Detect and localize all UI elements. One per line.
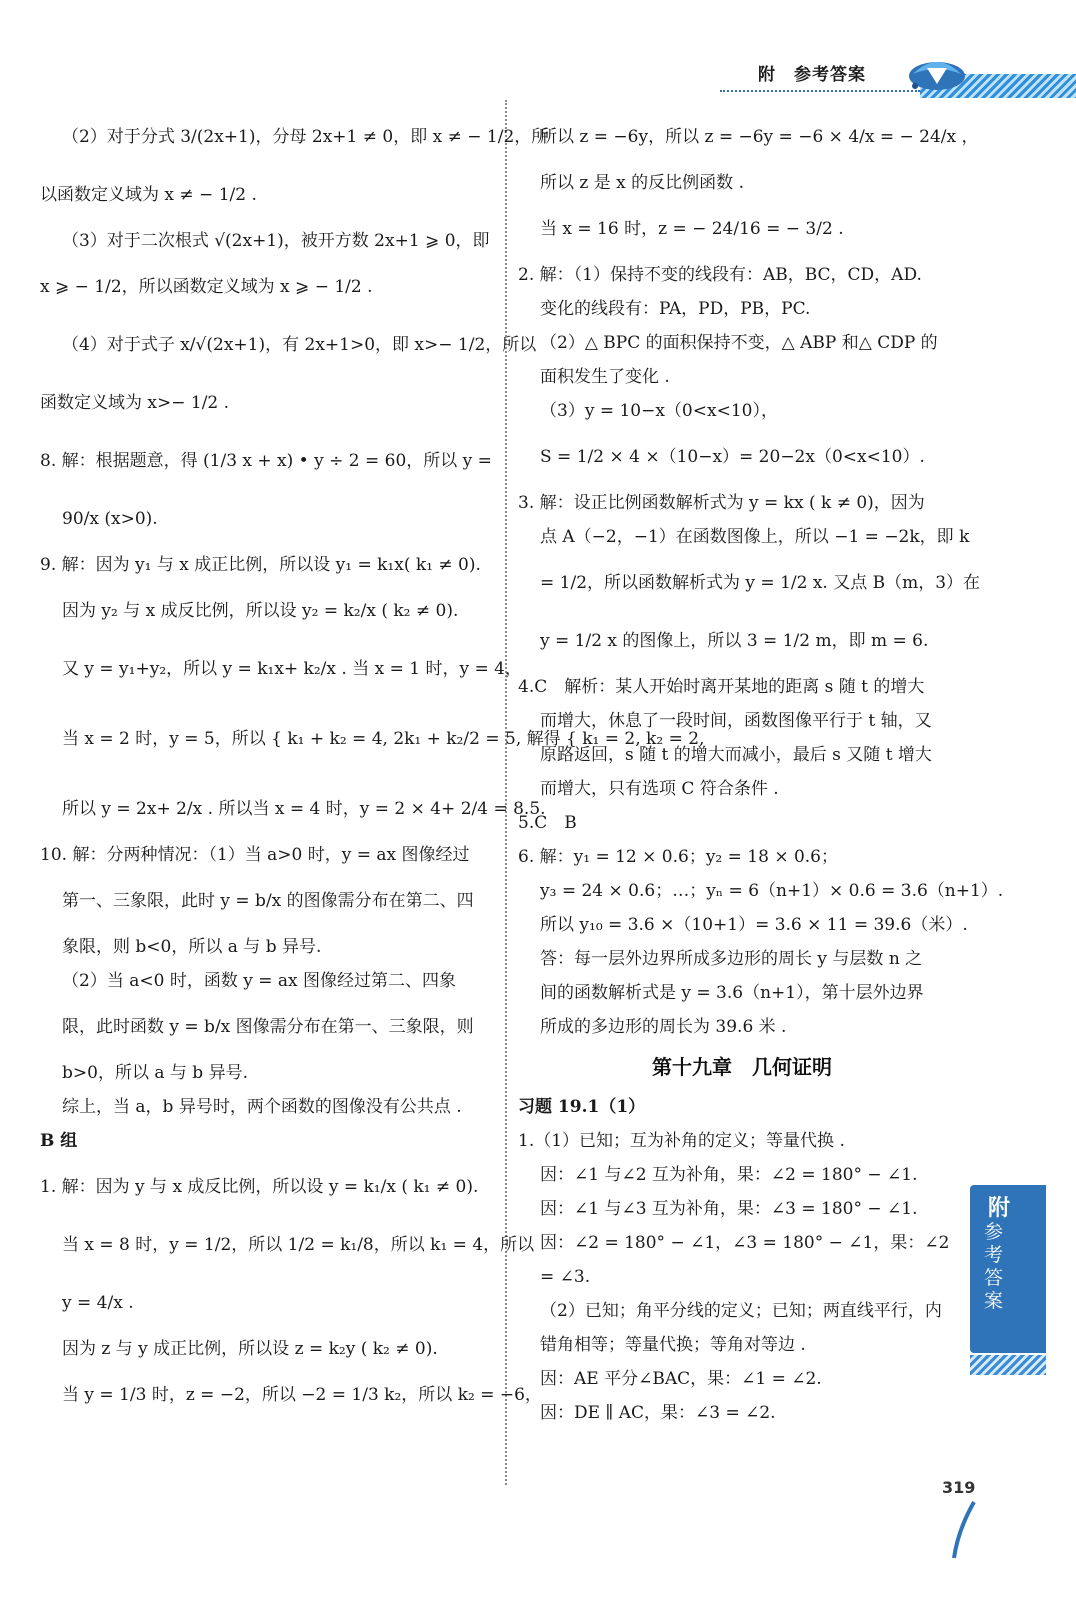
text-line: 第一、三象限，此时 y = b/x 的图像需分布在第二、四 (62, 891, 474, 911)
text-line: 因为 y₂ 与 x 成反比例，所以设 y₂ = k₂/x ( k₂ ≠ 0). (62, 601, 459, 621)
header-title: 附 参考答案 (758, 65, 866, 85)
header-dotted-rule (720, 90, 920, 92)
text-line: （3）对于二次根式 √(2x+1)，被开方数 2x+1 ⩾ 0，即 (62, 231, 490, 251)
text-line: 3. 解：设正比例函数解析式为 y = kx ( k ≠ 0)，因为 (518, 493, 925, 513)
text-line: = ∠3. (540, 1267, 591, 1287)
header-emblem-icon (905, 54, 969, 94)
text-line: 点 A（−2，−1）在函数图像上，所以 −1 = −2k，即 k (540, 527, 970, 547)
text-line: 5.C B (518, 813, 577, 833)
text-line: 以函数定义域为 x ≠ − 1/2 . (40, 185, 257, 205)
text-line: 所以 y = 2x+ 2/x . 所以当 x = 4 时，y = 2 × 4+ 2/4 = 8.5. (62, 799, 546, 819)
text-line: 因：DE ∥ AC，果：∠3 = ∠2. (540, 1403, 776, 1423)
text-line: 因：AE 平分∠BAC，果：∠1 = ∠2. (540, 1369, 822, 1389)
text-line: （2）对于分式 3/(2x+1)，分母 2x+1 ≠ 0，即 x ≠ − 1/2，所 (62, 127, 549, 147)
text-line: 答：每一层外边界所成多边形的周长 y 与层数 n 之 (540, 949, 923, 969)
text-line: 所成的多边形的周长为 39.6 米 . (540, 1017, 787, 1037)
text-line: x ⩾ − 1/2，所以函数定义域为 x ⩾ − 1/2 . (40, 277, 373, 297)
appendix-side-tab (970, 1185, 1046, 1353)
text-line: 而增大，只有选项 C 符合条件 . (540, 779, 779, 799)
text-line: B 组 (40, 1131, 78, 1151)
page-header (720, 52, 1076, 104)
text-line: 90/x (x>0). (62, 509, 158, 529)
text-line: （4）对于式子 x/√(2x+1)，有 2x+1>0，即 x>− 1/2，所以 (62, 335, 537, 355)
text-line: 函数定义域为 x>− 1/2 . (40, 393, 230, 413)
page-swoosh-icon (950, 1500, 980, 1560)
text-line: 所以 z 是 x 的反比例函数 . (540, 173, 744, 193)
text-line: 限，此时函数 y = b/x 图像需分布在第一、三象限，则 (62, 1017, 474, 1037)
text-line: 而增大，休息了一段时间，函数图像平行于 t 轴，又 (540, 711, 932, 731)
side-tab-label-top: 附 (988, 1196, 1011, 1221)
text-line: 2. 解：（1）保持不变的线段有：AB，BC，CD，AD. (518, 265, 922, 285)
text-line: y = 1/2 x 的图像上，所以 3 = 1/2 m，即 m = 6. (540, 631, 929, 651)
text-line: y = 4/x . (62, 1293, 134, 1313)
text-line: 9. 解：因为 y₁ 与 x 成正比例，所以设 y₁ = k₁x( k₁ ≠ 0). (40, 555, 481, 575)
text-line: y₃ = 24 × 0.6；…；yₙ = 6（n+1）× 0.6 = 3.6（n+1）. (540, 881, 1004, 901)
text-line: 4.C 解析：某人开始时离开某地的距离 s 随 t 的增大 (518, 677, 925, 697)
text-line: 间的函数解析式是 y = 3.6（n+1），第十层外边界 (540, 983, 924, 1003)
text-line: 10. 解：分两种情况：（1）当 a>0 时，y = ax 图像经过 (40, 845, 470, 865)
text-line: 象限，则 b<0，所以 a 与 b 异号. (62, 937, 322, 957)
text-line: 6. 解：y₁ = 12 × 0.6；y₂ = 18 × 0.6； (518, 847, 839, 867)
text-line: 8. 解：根据题意，得 (1/3 x + x) • y ÷ 2 = 60，所以 y = (40, 451, 492, 471)
text-line: 1.（1）已知；互为补角的定义；等量代换 . (518, 1131, 845, 1151)
text-line: = 1/2，所以函数解析式为 y = 1/2 x. 又点 B（m，3）在 (540, 573, 981, 593)
text-line: （2）当 a<0 时，函数 y = ax 图像经过第二、四象 (62, 971, 457, 991)
text-line: 当 y = 1/3 时，z = −2，所以 −2 = 1/3 k₂，所以 k₂ = −6， (62, 1385, 542, 1405)
text-line: 因：∠1 与∠3 互为补角，果：∠3 = 180° − ∠1. (540, 1199, 918, 1219)
text-line: b>0，所以 a 与 b 异号. (62, 1063, 248, 1083)
text-line: 当 x = 8 时，y = 1/2，所以 1/2 = k₁/8，所以 k₁ = 4，所以 (62, 1235, 535, 1255)
text-line: 习题 19.1（1） (518, 1097, 646, 1117)
text-line: S = 1/2 × 4 ×（10−x）= 20−2x（0<x<10）. (540, 447, 925, 467)
text-line: 当 x = 16 时，z = − 24/16 = − 3/2 . (540, 219, 844, 239)
text-line: 综上，当 a，b 异号时，两个函数的图像没有公共点 . (62, 1097, 462, 1117)
text-line: （2）已知；角平分线的定义；已知；两直线平行，内 (540, 1301, 942, 1321)
text-line: 原路返回，s 随 t 的增大而减小，最后 s 又随 t 增大 (540, 745, 932, 765)
text-line: 因：∠2 = 180° − ∠1，∠3 = 180° − ∠1，果：∠2 (540, 1233, 950, 1253)
text-line: 所以 z = −6y，所以 z = −6y = −6 × 4/x = − 24/x ， (540, 127, 979, 147)
side-tab-label-bottom: 参考答案 (984, 1221, 1004, 1312)
text-line: 当 x = 2 时，y = 5，所以 { k₁ + k₂ = 4, 2k₁ + k₂/2 = 5, 解得 { k₁ = 2, k₂ = 2, (62, 729, 705, 749)
text-line: 所以 y₁₀ = 3.6 ×（10+1）= 3.6 × 11 = 39.6（米）. (540, 915, 968, 935)
chapter-title: 第十九章 几何证明 (652, 1055, 832, 1079)
text-line: 变化的线段有：PA，PD，PB，PC. (540, 299, 811, 319)
text-line: （3）y = 10−x（0<x<10）， (540, 401, 778, 421)
text-line: （2）△ BPC 的面积保持不变，△ ABP 和△ CDP 的 (540, 333, 938, 353)
text-line: 又 y = y₁+y₂，所以 y = k₁x+ k₂/x . 当 x = 1 时，y = 4， (62, 659, 522, 679)
text-line: 1. 解：因为 y 与 x 成反比例，所以设 y = k₁/x ( k₁ ≠ 0). (40, 1177, 479, 1197)
text-line: 错角相等；等量代换；等角对等边 . (540, 1335, 806, 1355)
text-line: 因：∠1 与∠2 互为补角，果：∠2 = 180° − ∠1. (540, 1165, 918, 1185)
text-line: 面积发生了变化 . (540, 367, 670, 387)
text-line: 因为 z 与 y 成正比例，所以设 z = k₂y ( k₂ ≠ 0). (62, 1339, 438, 1359)
page-number: 319 (942, 1478, 976, 1497)
side-tab-stripe (970, 1355, 1046, 1375)
